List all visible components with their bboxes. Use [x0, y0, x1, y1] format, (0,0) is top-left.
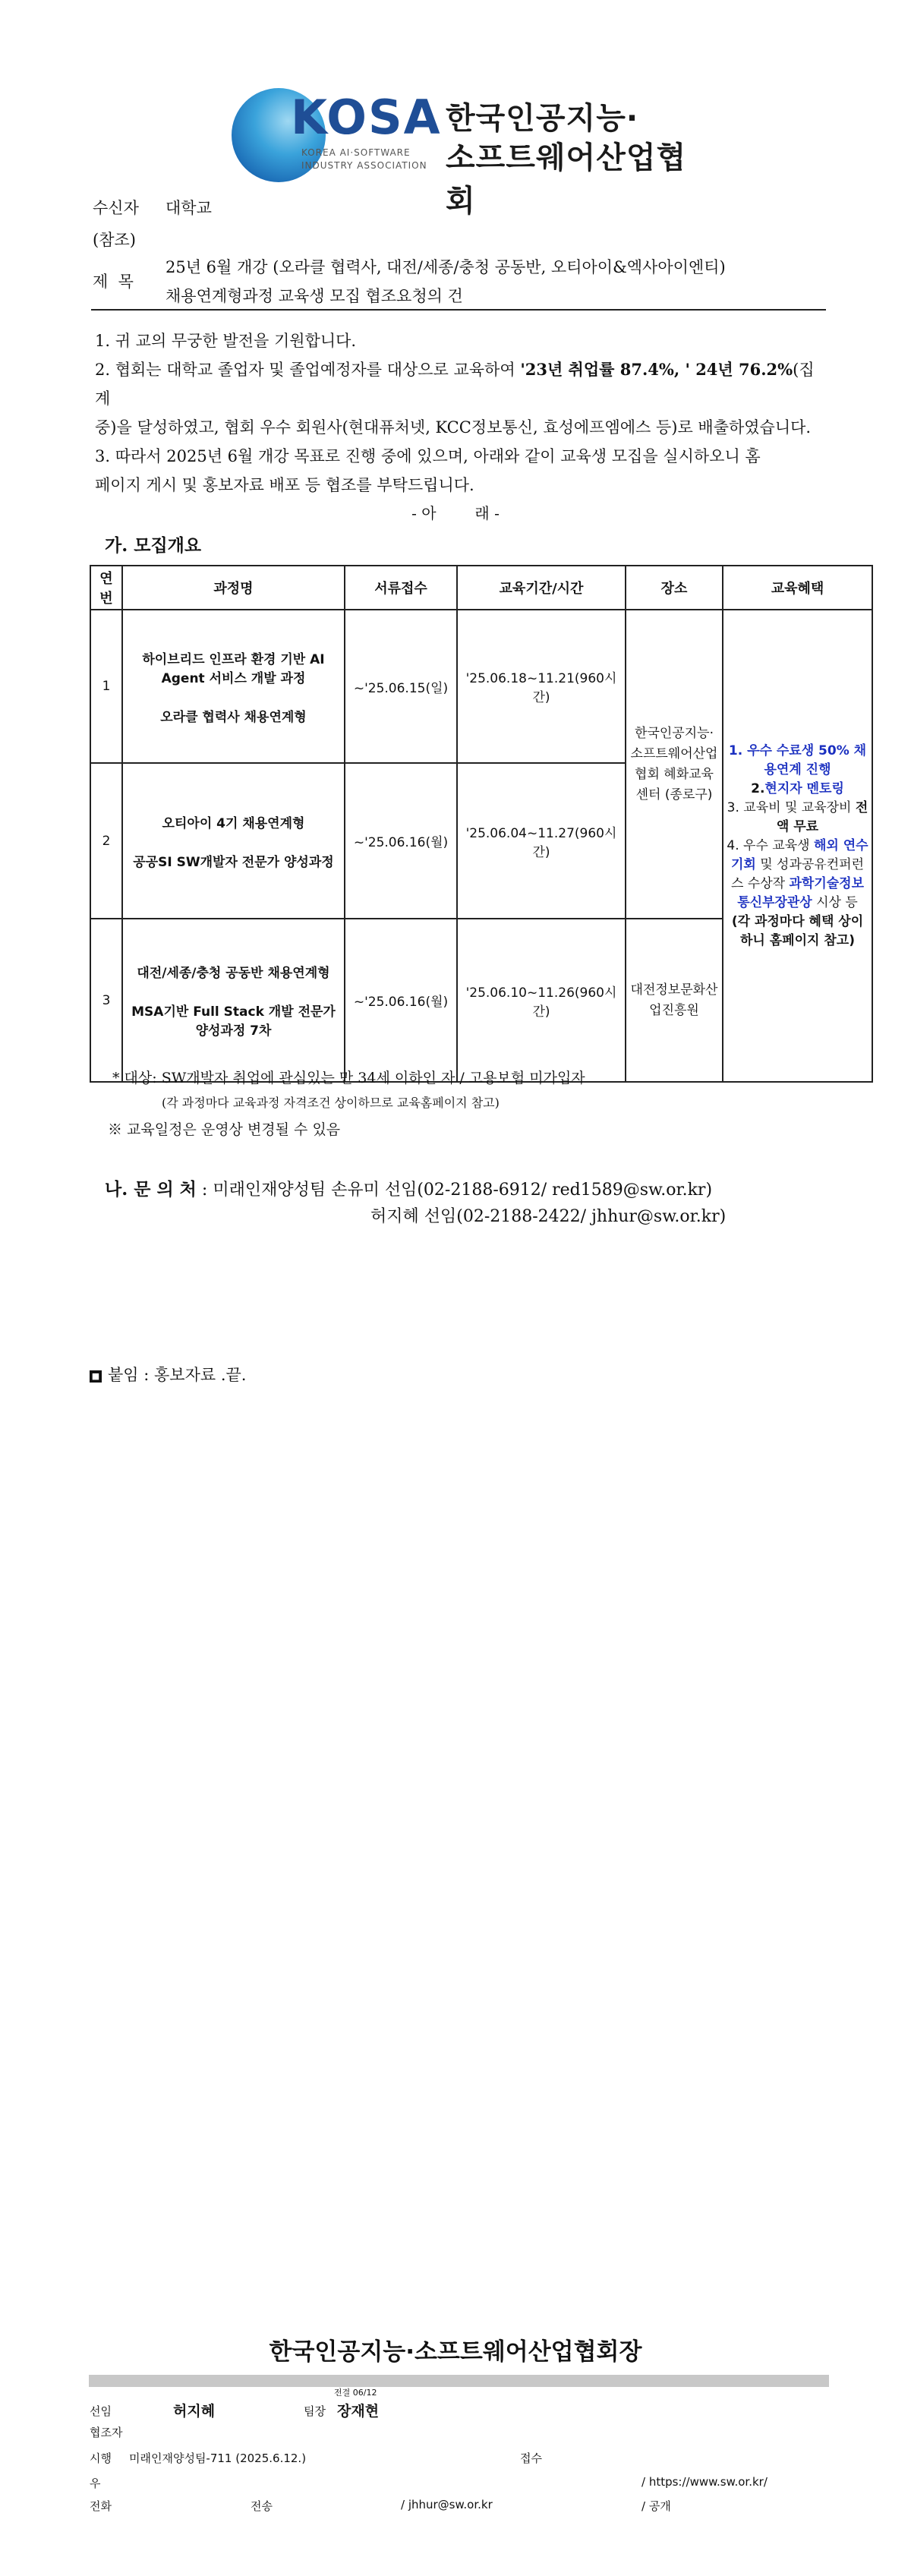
logo-wordmark: KOSA [291, 90, 442, 145]
education-period: '25.06.04~11.27(960시간) [457, 763, 626, 919]
head-label: 팀장 [304, 2404, 326, 2418]
benefit-3-text: 3. 교육비 및 교육장비 [727, 799, 856, 815]
logo-subtitle-1: KOREA AI·SOFTWARE [301, 147, 411, 158]
benefit-note: (각 과정마다 혜택 상이하니 홈페이지 참고) [731, 913, 864, 948]
course-name [122, 610, 345, 763]
table-row [90, 610, 872, 763]
contact-line-1 [105, 1175, 712, 1200]
benefits-cell [723, 610, 872, 1082]
table-header-row [90, 566, 872, 610]
disclosure: / 공개 [641, 2499, 671, 2513]
logo-subtitle-2: INDUSTRY ASSOCIATION [301, 160, 427, 171]
logo-korean-name-2: 소프트웨어산업협회 [446, 140, 687, 219]
place-daejeon: 대전정보문화산업진흥원 [626, 919, 723, 1082]
eligibility-note: (각 과정마다 교육과정 자격조건 상이하므로 교육홈페이지 참고) [162, 1096, 500, 1110]
row-number: 2 [90, 763, 122, 919]
postal-label: 우 [90, 2477, 101, 2490]
course-type: 오라클 협력사 채용연계형 [160, 709, 307, 725]
benefit-4-emph: 해외 연수 기회 [730, 837, 868, 872]
benefit-2-num: 2. [751, 780, 765, 796]
issuer-title: 한국인공지능·소프트웨어산업협회장 [269, 2338, 642, 2366]
approval-bar [89, 2375, 829, 2387]
benefit-4-award: 과학기술정보통신부장관상 [737, 875, 865, 910]
benefit-4 [727, 837, 868, 913]
place-seoul: 한국인공지능·소프트웨어산업협회 혜화교육센터 (종로구) [626, 610, 723, 919]
benefit-4-text: 4. 우수 교육생 [727, 837, 814, 853]
kosa-logo [232, 88, 702, 219]
col-header: 장소 [626, 566, 723, 610]
course-type: MSA기반 Full Stack 개발 전문가 양성과정 7차 [131, 1004, 336, 1039]
row-number: 3 [90, 919, 122, 1082]
section-a-title: 가. 모집개요 [105, 535, 202, 556]
bullet-box-icon: ■ [90, 1370, 102, 1383]
recipient-label: 수신자 [93, 199, 139, 217]
cc-label: (참조) [93, 231, 136, 249]
col-header: 교육기간/시간 [457, 566, 626, 610]
fax-label: 전송 [251, 2499, 273, 2513]
paragraph-2 [95, 355, 824, 413]
apply-deadline: ~'25.06.15(일) [345, 610, 457, 763]
cooperator-label: 협조자 [90, 2426, 123, 2439]
benefit-2 [727, 780, 868, 799]
course-name [122, 919, 345, 1082]
benefit-2-text: 현지자 멘토링 [764, 780, 844, 796]
education-period: '25.06.10~11.26(960시간) [457, 919, 626, 1082]
recruitment-table [90, 565, 873, 1083]
phone-label: 전화 [90, 2499, 112, 2513]
contact-colon: : [196, 1181, 213, 1200]
subject-line-1: 25년 6월 개강 (오라클 협력사, 대전/세종/충청 공동반, 오티아이&엑사아이엔티) [165, 258, 726, 276]
header-divider [91, 309, 826, 311]
drafter-label: 선임 [90, 2404, 112, 2418]
benefit-3 [727, 799, 868, 837]
p2-suffix: (집계 [95, 361, 815, 408]
head-name: 장재현 [337, 2403, 380, 2420]
col-header: 과정명 [122, 566, 345, 610]
attachment-text: 붙임 : 홍보자료 .끝. [108, 1366, 247, 1384]
course-type: 공공SI SW개발자 전문가 양성과정 [133, 854, 334, 870]
row-number: 1 [90, 610, 122, 763]
p2-text: 2. 협회는 대학교 졸업자 및 졸업예정자를 대상으로 교육하여 [95, 361, 521, 379]
course-name [122, 763, 345, 919]
decision-note: 전결 06/12 [334, 2388, 377, 2398]
benefit-3-emph: 전액 무료 [776, 799, 868, 834]
receipt-label: 접수 [520, 2451, 542, 2465]
logo-korean-name-1: 한국인공지능· [446, 101, 639, 136]
target-note: * 대상: SW개발자 취업에 관심있는 만 34세 이하인 자 / 고용보험 미가입자 [112, 1070, 585, 1086]
contact-1: 미래인재양성팀 손유미 선임(02-2188-6912/ red1589@sw.or.kr) [213, 1181, 713, 1200]
email: / jhhur@sw.or.kr [401, 2498, 493, 2511]
below-mark: - 아 래 - [411, 504, 500, 522]
benefit-4-text-2: 및 성과공유컨퍼런스 수상작 [730, 856, 865, 891]
exec-value: 미래인재양성팀-711 (2025.6.12.) [129, 2451, 307, 2465]
body-text [95, 326, 824, 500]
col-header: 연번 [90, 566, 122, 610]
apply-deadline: ~'25.06.16(월) [345, 919, 457, 1082]
benefit-4-tail: 시상 등 [812, 894, 858, 910]
exec-label: 시행 [90, 2451, 112, 2465]
paragraph-3: 3. 따라서 2025년 6월 개강 목표로 진행 중에 있으며, 아래와 같이 교육생 모집을 실시하오니 홈 [95, 447, 761, 465]
contact-line-2: 허지혜 선임(02-2188-2422/ jhhur@sw.or.kr) [370, 1207, 727, 1226]
col-header: 교육혜택 [723, 566, 872, 610]
paragraph-3-cont: 페이지 게시 및 홍보자료 배포 등 협조를 부탁드립니다. [95, 476, 474, 494]
benefit-1: 1. 우수 수료생 50% 채용연계 진행 [728, 743, 867, 777]
subject-label: 제 목 [93, 273, 134, 291]
attachment-line [90, 1363, 246, 1386]
apply-deadline: ~'25.06.16(월) [345, 763, 457, 919]
subject-line-2: 채용연계형과정 교육생 모집 협조요청의 건 [165, 287, 463, 305]
schedule-note: ※ 교육일정은 운영상 변경될 수 있음 [108, 1121, 341, 1138]
website: / https://www.sw.or.kr/ [641, 2475, 768, 2489]
drafter-name: 허지혜 [173, 2403, 216, 2420]
paragraph-2-cont: 중)을 달성하였고, 협회 우수 회원사(현대퓨처넷, KCC정보통신, 효성에프엠에스 등)로 배출하였습니다. [95, 418, 812, 437]
course-title: 대전/세종/충청 공동반 채용연계형 [137, 966, 330, 981]
col-header: 서류접수 [345, 566, 457, 610]
course-title: 하이브리드 인프라 환경 기반 AI Agent 서비스 개발 과정 [142, 651, 325, 686]
employment-rate: '23년 취업률 87.4%, ' 24년 76.2% [520, 360, 793, 379]
paragraph-1: 1. 귀 교의 무궁한 발전을 기원합니다. [95, 332, 357, 350]
recipient-value: 대학교 [165, 199, 212, 217]
education-period: '25.06.18~11.21(960시간) [457, 610, 626, 763]
course-title: 오티아이 4기 채용연계형 [162, 815, 305, 831]
section-b-title: 나. 문 의 처 [105, 1179, 197, 1200]
